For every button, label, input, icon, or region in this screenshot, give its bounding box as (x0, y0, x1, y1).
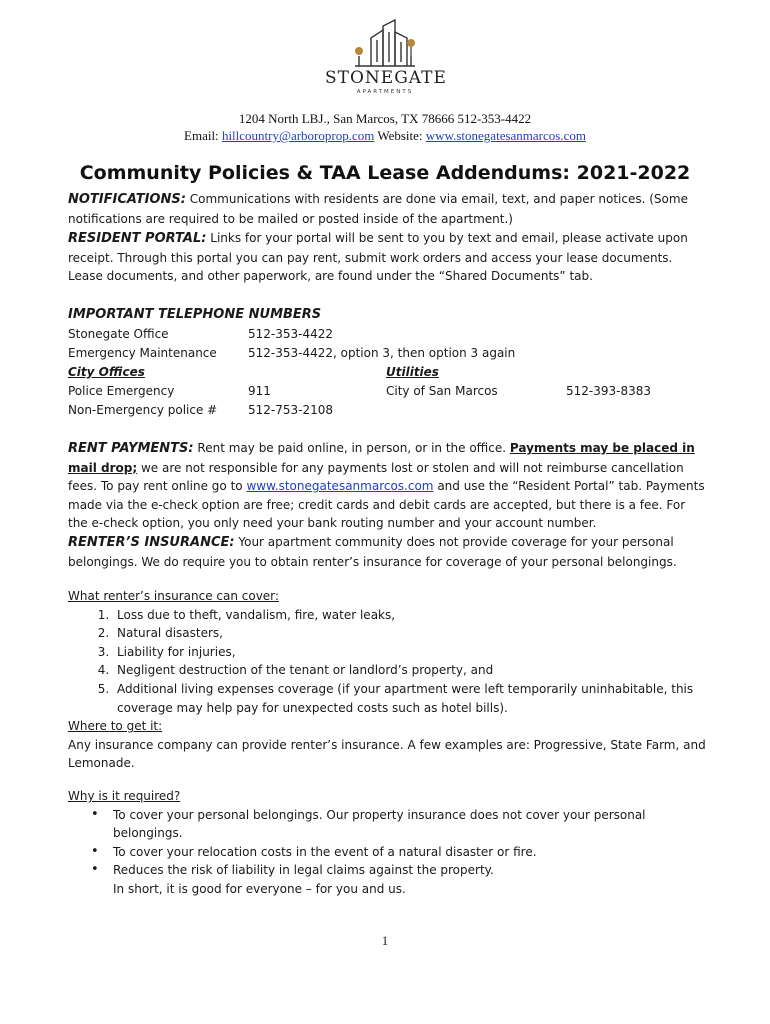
list-item: • To cover your relocation costs in the event of a natural disaster or fire. (113, 843, 708, 862)
website-link[interactable]: www.stonegatesanmarcos.com (425, 128, 586, 143)
renters-insurance-text: Your apartment community does not provide coverage for your personal belongings. We do require you to obtain renter’s insurance for coverage of your personal belongings. (68, 535, 677, 569)
office-label: Stonegate Office (68, 327, 169, 341)
list-item: 5. Additional living expenses coverage (if your apartment were left temporarily uninhabitable, this coverage may help pay for unexpected costs such as hotel bills). (113, 680, 708, 717)
office-number: 512-353-4422 (248, 327, 334, 341)
list-item: 4. Negligent destruction of the tenant or landlord’s property, and (113, 661, 708, 680)
why-list (68, 806, 708, 880)
resident-portal-section (68, 229, 708, 286)
stonegate-logo (325, 18, 445, 100)
notifications-section (68, 190, 708, 228)
police-label: Police Emergency (68, 384, 175, 398)
city-offices-heading: City Offices (68, 365, 145, 379)
rent-text-3: and use the “Resident Portal” tab. Payments made via the e-check option are free; credit cards and debit cards are accepted, but there is a fee. For the e-check option, you only need your bank routing number and your account number. (68, 479, 705, 531)
logo-subtitle: APARTMENTS (356, 89, 414, 95)
list-item: 3. Liability for injuries, (113, 643, 708, 662)
non-emergency-label: Non-Emergency police # (68, 403, 218, 417)
coverage-section (68, 587, 708, 773)
maintenance-number: 512-353-4422, option 3, then option 3 again (248, 346, 516, 360)
page-title: Community Policies & TAA Lease Addendums: 2021-2022 (79, 162, 691, 184)
telephone-heading: IMPORTANT TELEPHONE NUMBERS (68, 307, 322, 322)
list-item: 2. Natural disasters, (113, 624, 708, 643)
rent-text-2: we are not responsible for any payments lost or stolen and will not reimburse cancellation fees. To pay rent online go to (68, 460, 684, 494)
list-item: • To cover your personal belongings. Our property insurance does not cover your personal belongings. (113, 806, 708, 843)
contact-line (0, 128, 770, 144)
maintenance-label: Emergency Maintenance (68, 346, 217, 360)
renters-insurance-section (68, 533, 708, 571)
page-number: 1 (381, 933, 389, 948)
logo-name: STONEGATE (325, 68, 447, 88)
list-item: 1. Loss due to theft, vandalism, fire, water leaks, (113, 606, 708, 625)
rent-payments-section (68, 439, 708, 533)
rent-payments-heading: RENT PAYMENTS: (68, 441, 194, 456)
why-section (68, 787, 708, 899)
address-line: 1204 North LBJ., San Marcos, TX 78666 512-353-4422 (238, 111, 532, 126)
coverage-heading: What renter’s insurance can cover: (68, 589, 279, 603)
summary-text: In short, it is good for everyone – for you and us. (113, 881, 406, 896)
where-text: Any insurance company can provide renter’s insurance. A few examples are: Progressive, State Farm, and Lemonade. (68, 737, 706, 771)
resident-portal-text: Links for your portal will be sent to you by text and email, please activate upon receipt. Through this portal you can pay rent, submit work orders and access your lease documents. Lease documents, and other paperwork, are found under the “Shared Documents” tab. (68, 231, 688, 284)
rent-mail-drop-note: Payments may be placed in mail drop; (68, 441, 695, 475)
renters-insurance-heading: RENTER’S INSURANCE: (68, 535, 235, 550)
where-heading: Where to get it: (68, 719, 163, 734)
resident-portal-heading: RESIDENT PORTAL: (68, 231, 207, 246)
notifications-heading: NOTIFICATIONS: (68, 192, 186, 207)
email-label: Email: (184, 128, 222, 143)
list-item: • Reduces the risk of liability in legal claims against the property. (113, 861, 708, 880)
why-heading: Why is it required? (68, 789, 181, 803)
san-marcos-number: 512-393-8383 (566, 384, 652, 398)
non-emergency-number: 512-753-2108 (248, 403, 334, 417)
police-number: 911 (248, 384, 271, 398)
email-link[interactable]: hillcountry@arboroprop.com (221, 128, 375, 143)
coverage-list (68, 606, 708, 718)
notifications-text: Communications with residents are done via email, text, and paper notices. (Some notifications are required to be mailed or posted inside of the apartment.) (68, 192, 688, 226)
rent-text-1: Rent may be paid online, in person, or in the office. (193, 441, 510, 455)
san-marcos-label: City of San Marcos (386, 384, 498, 398)
building-skyline-icon (325, 18, 445, 68)
utilities-heading: Utilities (386, 365, 439, 379)
rent-website-link[interactable]: www.stonegatesanmarcos.com (246, 479, 434, 494)
telephone-heading-wrap (68, 305, 708, 325)
website-label: Website: (374, 128, 426, 143)
